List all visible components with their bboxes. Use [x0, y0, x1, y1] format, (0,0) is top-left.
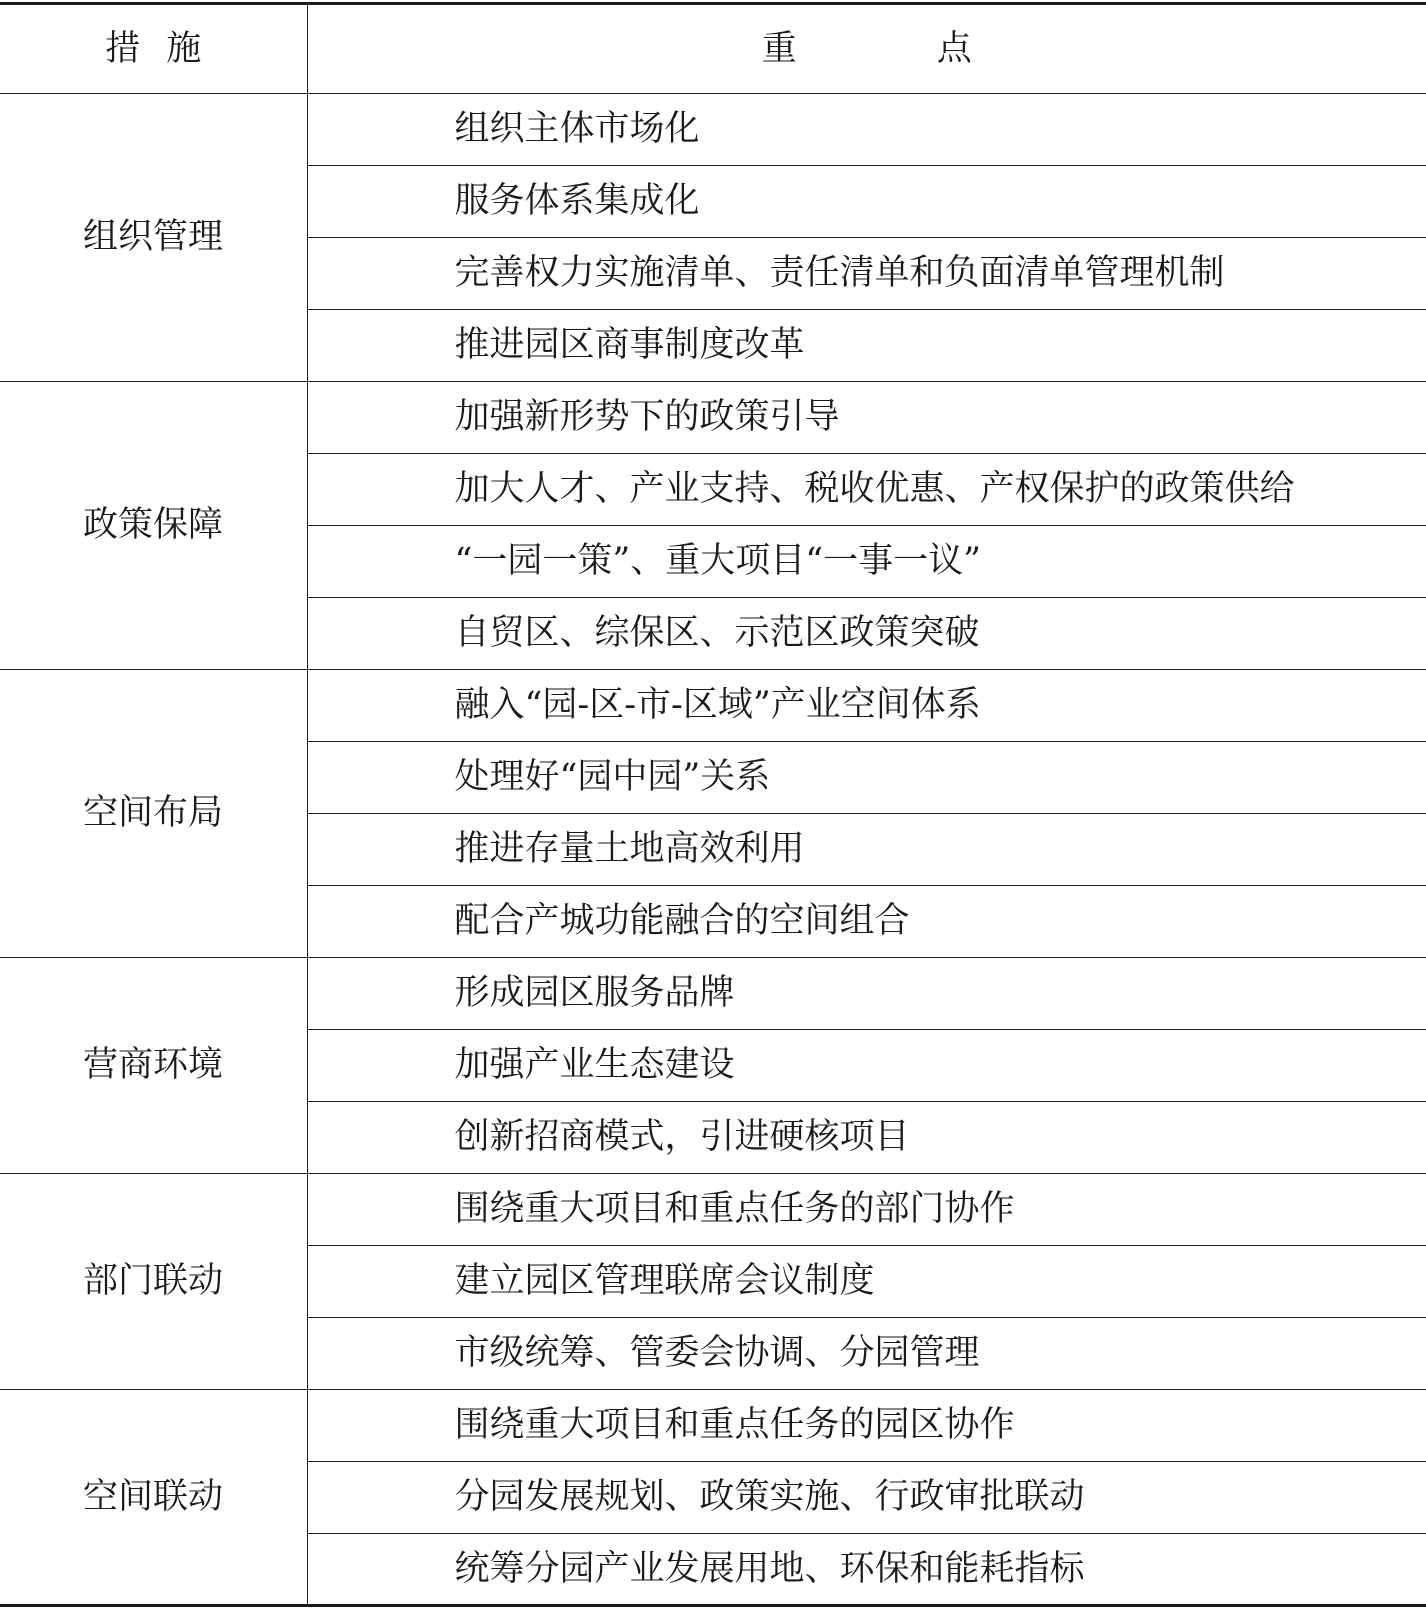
measures-table [0, 2, 1426, 1607]
focus-item: 分园发展规划、政策实施、行政审批联动 [307, 1462, 1426, 1534]
group-spatial-layout [0, 670, 1426, 958]
table-row [0, 670, 1426, 742]
group-policy-support [0, 382, 1426, 670]
focus-item: 市级统筹、管委会协调、分园管理 [307, 1318, 1426, 1390]
category-cell: 组织管理 [0, 94, 307, 382]
group-department-linkage [0, 1174, 1426, 1390]
column-header-focus-text: 重点 [761, 28, 1112, 69]
focus-item: 建立园区管理联席会议制度 [307, 1246, 1426, 1318]
table-row [0, 382, 1426, 454]
focus-item: “一园一策”、重大项目“一事一议” [307, 526, 1426, 598]
focus-item: 推进存量土地高效利用 [307, 814, 1426, 886]
focus-item: 创新招商模式，引进硬核项目 [307, 1102, 1426, 1174]
focus-item: 服务体系集成化 [307, 166, 1426, 238]
focus-item: 配合产城功能融合的空间组合 [307, 886, 1426, 958]
focus-item: 加强产业生态建设 [307, 1030, 1426, 1102]
focus-item: 加强新形势下的政策引导 [307, 382, 1426, 454]
focus-item: 处理好“园中园”关系 [307, 742, 1426, 814]
focus-item: 完善权力实施清单、责任清单和负面清单管理机制 [307, 238, 1426, 310]
focus-item: 组织主体市场化 [307, 94, 1426, 166]
group-organization-management [0, 94, 1426, 382]
group-spatial-linkage [0, 1390, 1426, 1606]
focus-item: 加大人才、产业支持、税收优惠、产权保护的政策供给 [307, 454, 1426, 526]
table-row [0, 94, 1426, 166]
focus-item: 围绕重大项目和重点任务的部门协作 [307, 1174, 1426, 1246]
column-header-focus [307, 4, 1426, 94]
group-business-environment [0, 958, 1426, 1174]
table-row [0, 1174, 1426, 1246]
category-cell: 空间联动 [0, 1390, 307, 1606]
table-header [0, 4, 1426, 94]
column-header-measure [0, 4, 307, 94]
focus-item: 推进园区商事制度改革 [307, 310, 1426, 382]
category-cell: 空间布局 [0, 670, 307, 958]
header-row [0, 4, 1426, 94]
focus-item: 自贸区、综保区、示范区政策突破 [307, 598, 1426, 670]
focus-item: 围绕重大项目和重点任务的园区协作 [307, 1390, 1426, 1462]
table-row [0, 1390, 1426, 1462]
category-cell: 部门联动 [0, 1174, 307, 1390]
table-row [0, 958, 1426, 1030]
focus-item: 形成园区服务品牌 [307, 958, 1426, 1030]
focus-item: 统筹分园产业发展用地、环保和能耗指标 [454, 1548, 1085, 1589]
category-cell: 政策保障 [0, 382, 307, 670]
column-header-measure-text: 措施 [105, 28, 228, 69]
focus-item: 融入“园-区-市-区域”产业空间体系 [307, 670, 1426, 742]
category-cell: 营商环境 [0, 958, 307, 1174]
